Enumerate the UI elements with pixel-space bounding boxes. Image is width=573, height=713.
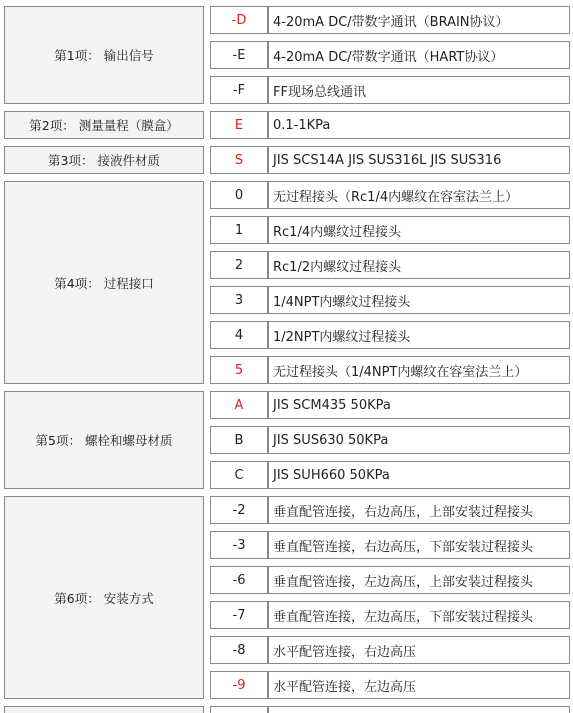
group-separator xyxy=(4,699,570,706)
option-description: 无过程接头（1/4NPT内螺纹在容室法兰上） xyxy=(268,356,570,384)
option-code: -2 xyxy=(210,496,268,524)
option-description: 无过程接头（Rc1/4内螺纹在容室法兰上） xyxy=(268,181,570,209)
option-code: -6 xyxy=(210,566,268,594)
option-description: 4-20mA DC/带数字通讯（HART协议） xyxy=(268,41,570,69)
group-label: 第2项： 测量量程（膜盒） xyxy=(4,111,204,139)
option-description: Rc1/2内螺纹过程接头 xyxy=(268,251,570,279)
option-code: -3 xyxy=(210,531,268,559)
option-description: 垂直配管连接，左边高压，上部安装过程接头 xyxy=(268,566,570,594)
option-code: B xyxy=(210,426,268,454)
group-separator xyxy=(4,489,570,496)
option-code: 5 xyxy=(210,356,268,384)
group-label: 第6项： 安装方式 xyxy=(4,496,204,699)
option-description: 垂直配管连接，右边高压，上部安装过程接头 xyxy=(268,496,570,524)
option-code xyxy=(210,706,268,713)
option-description: FF现场总线通讯 xyxy=(268,76,570,104)
table-row xyxy=(4,146,570,174)
option-description: 1/4NPT内螺纹过程接头 xyxy=(268,286,570,314)
table-row xyxy=(4,496,570,524)
table-row xyxy=(4,391,570,419)
option-description: 垂直配管连接，左边高压，下部安装过程接头 xyxy=(268,601,570,629)
option-description: JIS SCM435 50KPa xyxy=(268,391,570,419)
option-code: -D xyxy=(210,6,268,34)
option-code: -9 xyxy=(210,671,268,699)
option-code: S xyxy=(210,146,268,174)
option-code: -8 xyxy=(210,636,268,664)
spec-table xyxy=(4,6,570,713)
group-separator xyxy=(4,139,570,146)
option-description: 水平配管连接，左边高压 xyxy=(268,671,570,699)
group-label: 第4项： 过程接口 xyxy=(4,181,204,384)
option-description: 垂直配管连接，右边高压，下部安装过程接头 xyxy=(268,531,570,559)
option-code: 0 xyxy=(210,181,268,209)
table-row xyxy=(4,181,570,209)
group-separator xyxy=(4,174,570,181)
group-label: 第3项： 接液件材质 xyxy=(4,146,204,174)
table-row-cutoff xyxy=(4,706,570,713)
option-description: 水平配管连接，右边高压 xyxy=(268,636,570,664)
option-description: Rc1/4内螺纹过程接头 xyxy=(268,216,570,244)
option-description: 4-20mA DC/带数字通讯（BRAIN协议） xyxy=(268,6,570,34)
group-separator xyxy=(4,104,570,111)
option-code: C xyxy=(210,461,268,489)
option-code: 3 xyxy=(210,286,268,314)
option-code: -7 xyxy=(210,601,268,629)
group-label: 第1项： 输出信号 xyxy=(4,6,204,104)
option-description: 0.1-1KPa xyxy=(268,111,570,139)
table-row xyxy=(4,111,570,139)
option-code: -F xyxy=(210,76,268,104)
table-row xyxy=(4,6,570,34)
option-code: E xyxy=(210,111,268,139)
option-description: JIS SUH660 50KPa xyxy=(268,461,570,489)
group-label xyxy=(4,706,204,713)
option-code: A xyxy=(210,391,268,419)
option-description: 1/2NPT内螺纹过程接头 xyxy=(268,321,570,349)
option-description: JIS SCS14A JIS SUS316L JIS SUS316 xyxy=(268,146,570,174)
group-label: 第5项： 螺栓和螺母材质 xyxy=(4,391,204,489)
option-description: JIS SUS630 50KPa xyxy=(268,426,570,454)
option-code: -E xyxy=(210,41,268,69)
option-code: 2 xyxy=(210,251,268,279)
group-separator xyxy=(4,384,570,391)
option-code: 4 xyxy=(210,321,268,349)
option-description xyxy=(268,706,570,713)
option-code: 1 xyxy=(210,216,268,244)
